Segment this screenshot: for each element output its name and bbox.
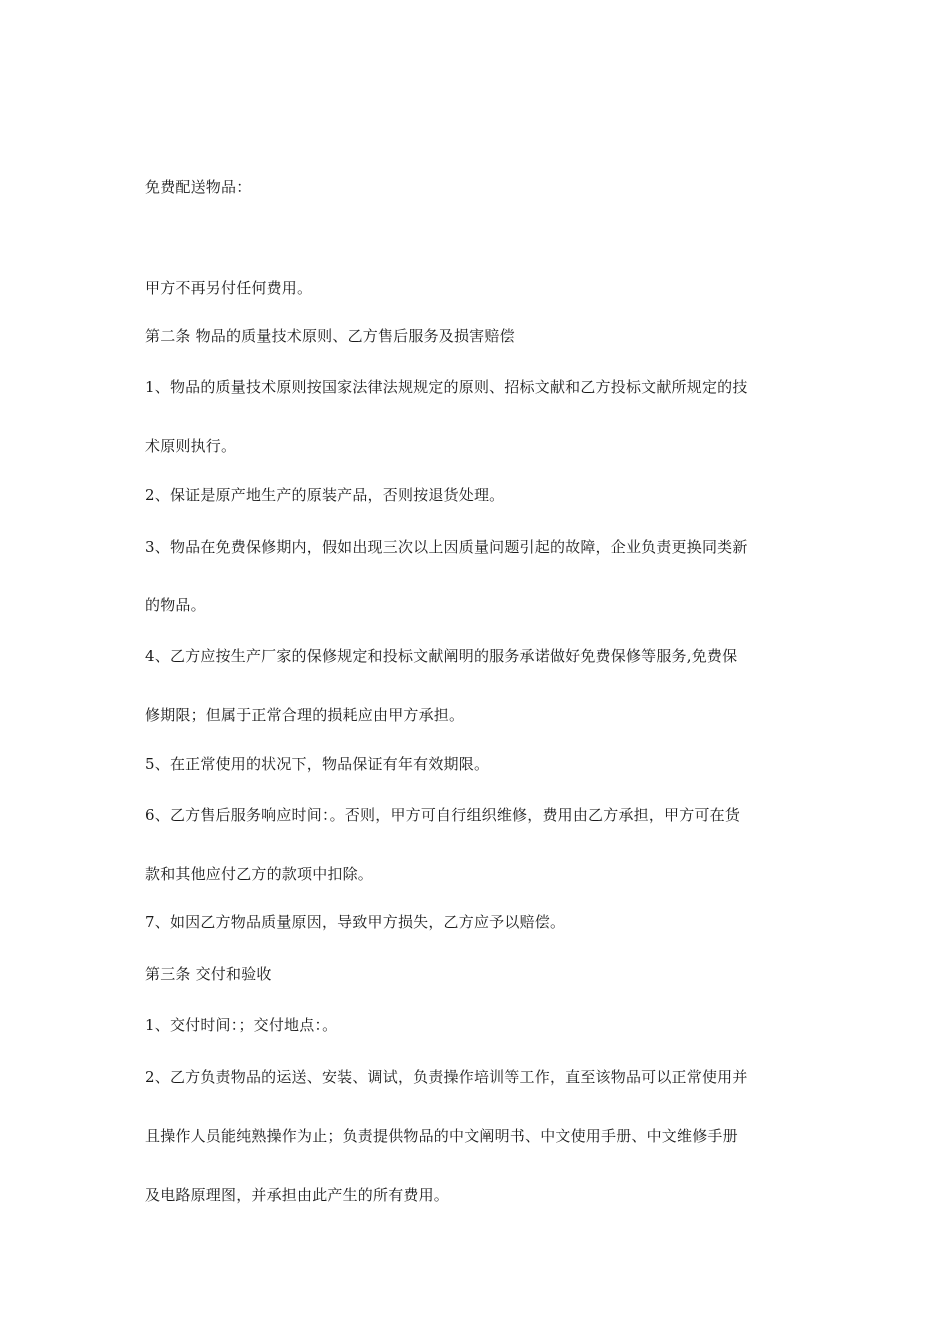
text-line-item-5: 5、在正常使用的状况下，物品保证有年有效期限。 [145, 755, 490, 773]
text-line-delivery-2b: 且操作人员能纯熟操作为止；负责提供物品的中文阐明书、中文使用手册、中文维修手册 [145, 1127, 738, 1145]
text-line-free-delivery: 免费配送物品： [145, 178, 252, 196]
text-line-item-1a: 1、物品的质量技术原则按国家法律法规规定的原则、招标文献和乙方投标文献所规定的技 [145, 378, 748, 396]
text-line-item-6b: 款和其他应付乙方的款项中扣除。 [145, 865, 374, 883]
text-line-item-3a: 3、物品在免费保修期内，假如出现三次以上因质量问题引起的故障，企业负责更换同类新 [145, 538, 748, 556]
text-line-item-6a: 6、乙方售后服务响应时间：。否则，甲方可自行组织维修，费用由乙方承担，甲方可在货 [145, 806, 741, 824]
text-line-item-7: 7、如因乙方物品质量原因，导致甲方损失，乙方应予以赔偿。 [145, 913, 566, 931]
text-line-item-1b: 术原则执行。 [145, 437, 237, 455]
text-line-no-extra-fee: 甲方不再另付任何费用。 [145, 279, 313, 297]
text-line-item-4b: 修期限；但属于正常合理的损耗应由甲方承担。 [145, 706, 465, 724]
text-line-item-3b: 的物品。 [145, 596, 206, 614]
text-line-item-4a: 4、乙方应按生产厂家的保修规定和投标文献阐明的服务承诺做好免费保修等服务,免费保 [145, 647, 738, 665]
text-line-item-2: 2、保证是原产地生产的原装产品，否则按退货处理。 [145, 486, 505, 504]
section-heading-article-2: 第二条 物品的质量技术原则、乙方售后服务及损害赔偿 [145, 327, 515, 345]
text-line-delivery-2c: 及电路原理图，并承担由此产生的所有费用。 [145, 1186, 450, 1204]
text-line-delivery-1: 1、交付时间：；交付地点：。 [145, 1016, 338, 1034]
text-line-delivery-2a: 2、乙方负责物品的运送、安装、调试，负责操作培训等工作，直至该物品可以正常使用并 [145, 1068, 748, 1086]
section-heading-article-3: 第三条 交付和验收 [145, 965, 272, 983]
